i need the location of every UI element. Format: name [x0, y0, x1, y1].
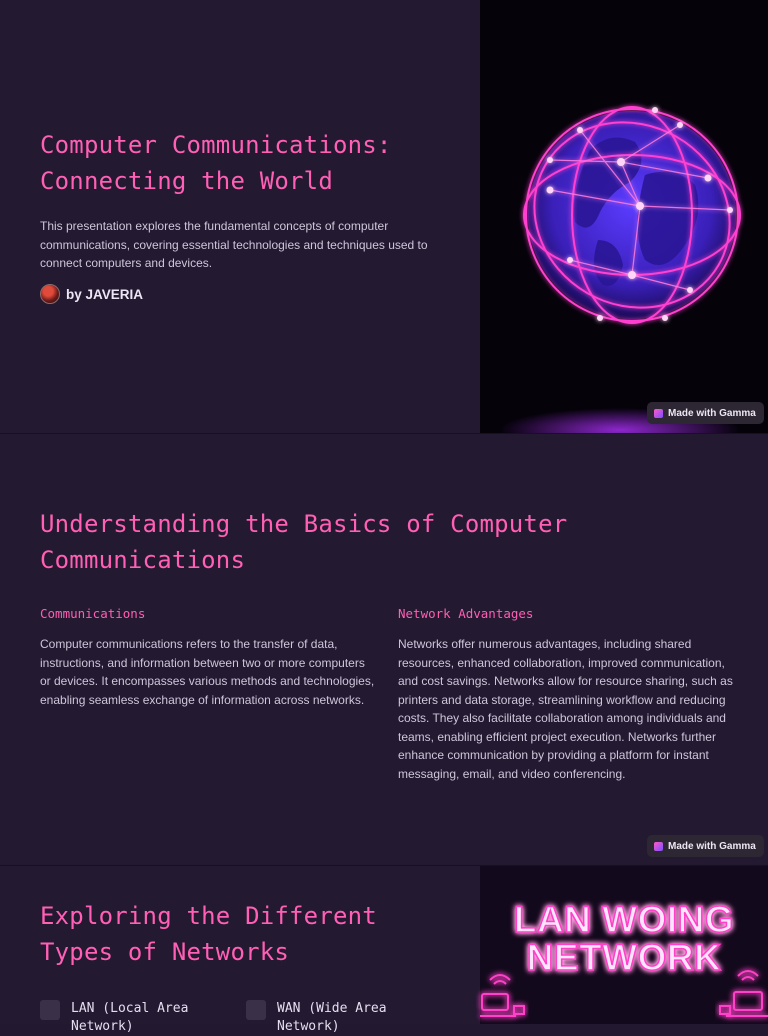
neon-sign-illustration — [480, 866, 768, 1024]
slide1-title-line1: Computer Communications: — [40, 131, 392, 159]
slide2-title-line1: Understanding the Basics of Computer — [40, 510, 568, 538]
neon-sign-line1: LAN WOING — [513, 899, 735, 940]
slide3-title — [40, 898, 460, 970]
neon-computer-icon-left — [480, 975, 524, 1016]
lan-neon-sign-image — [480, 866, 768, 1024]
gamma-logo-icon — [654, 409, 663, 418]
slide-title — [0, 0, 768, 433]
communications-text: Computer communications refers to the transfer of data, instructions, and information between two or more computers or devices. It encompasses various methods and technologies, enabling seamless exchange of information across networks. — [40, 637, 375, 707]
globe-network-image — [480, 0, 768, 433]
slide3-title-line2: Types of Networks — [40, 938, 290, 966]
made-with-gamma-badge[interactable] — [647, 402, 764, 424]
made-with-gamma-label: Made with Gamma — [668, 840, 756, 852]
made-with-gamma-badge[interactable] — [647, 835, 764, 857]
slide-basics — [0, 434, 768, 864]
network-type-item-wan — [246, 1000, 427, 1036]
slide2-title — [40, 506, 640, 578]
author-avatar — [40, 284, 60, 304]
lan-label: LAN (Local Area Network) — [71, 1001, 189, 1034]
wan-label: WAN (Wide Area Network) — [277, 1001, 387, 1034]
gamma-logo-icon — [654, 842, 663, 851]
neon-computer-icon-right — [720, 971, 768, 1016]
network-advantages-heading: Network Advantages — [398, 606, 534, 621]
slide2-title-line2: Communications — [40, 546, 246, 574]
author-byline — [40, 284, 143, 304]
globe-illustration — [480, 0, 768, 433]
slide3-title-line1: Exploring the Different — [40, 902, 377, 930]
communications-heading: Communications — [40, 606, 146, 621]
author-name: by JAVERIA — [66, 286, 144, 302]
made-with-gamma-label: Made with Gamma — [668, 407, 756, 419]
lan-icon-box — [40, 1000, 60, 1020]
network-type-item-lan — [40, 1000, 221, 1036]
network-advantages-text: Networks offer numerous advantages, including shared resources, enhanced collaboration, improved communication, and cost savings. Networks allow for resource sharing, such as printers and data storage, streamlining workflow and reducing costs. They also facilitate collaboration among individuals and teams, enabling efficient project execution. Networks further enhance communication by providing a platform for instant messaging, email, and video conferencing. — [398, 637, 733, 781]
neon-sign-line2: NETWORK — [526, 937, 722, 978]
slide-network-types — [0, 866, 768, 1034]
slide1-description: This presentation explores the fundamental concepts of computer communications, covering essential technologies and techniques used to connect computers and devices. — [40, 219, 428, 270]
wan-icon-box — [246, 1000, 266, 1020]
slide1-title-line2: Connecting the World — [40, 167, 333, 195]
slide1-title — [40, 127, 460, 199]
